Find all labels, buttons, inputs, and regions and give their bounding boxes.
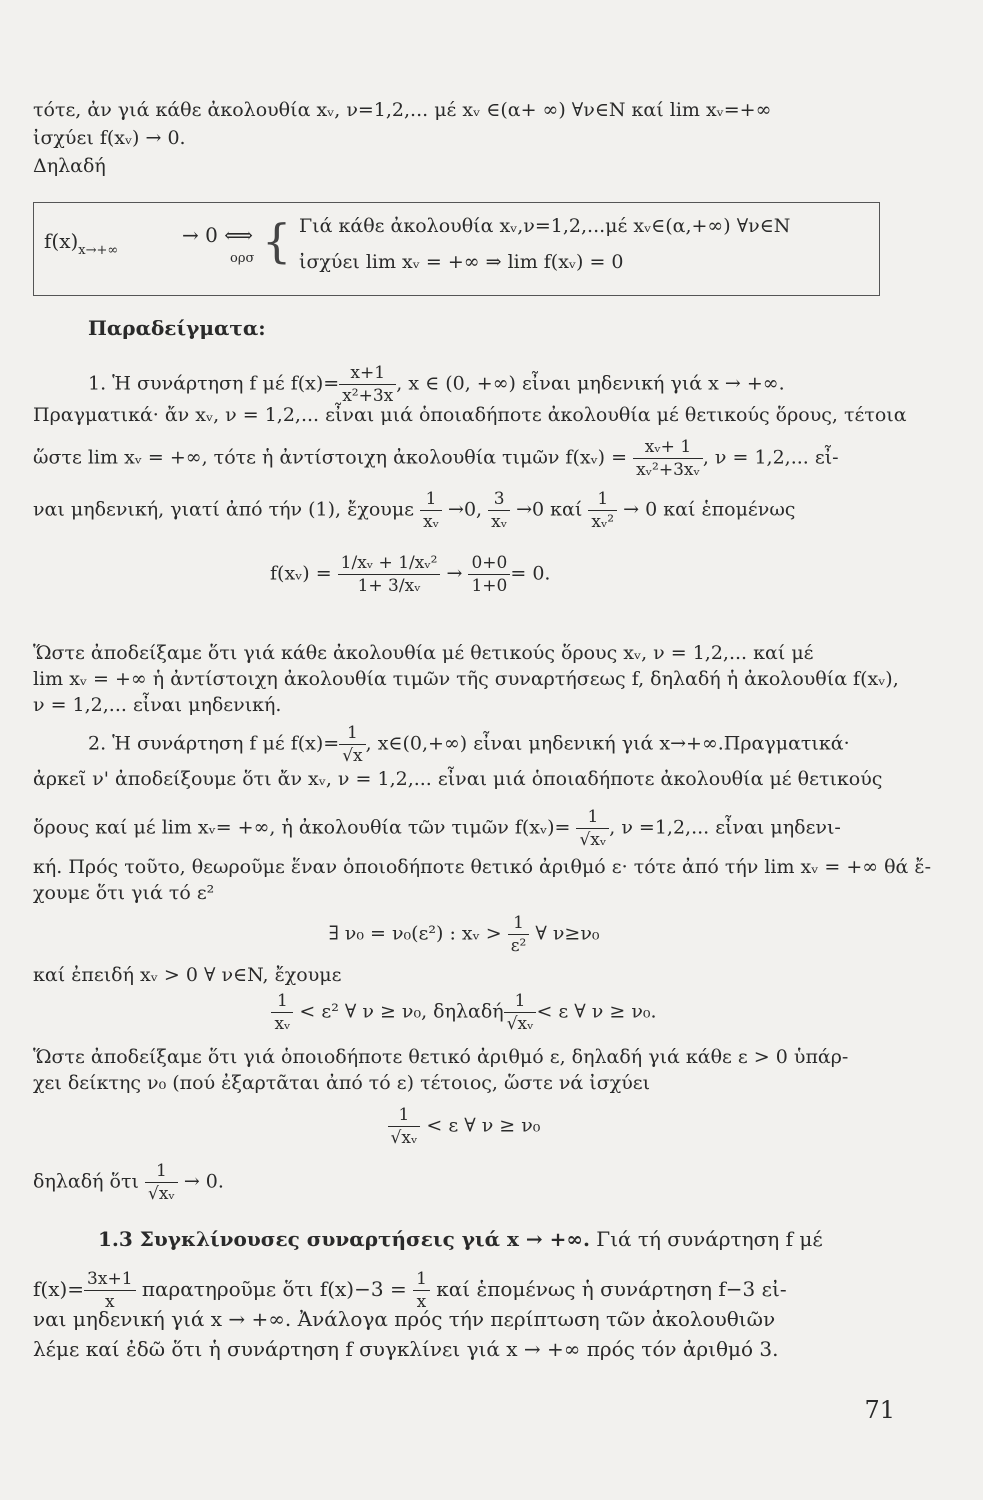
limit-lhs: $f(x)_{x\to+\infty}$ [44, 229, 119, 258]
text-line: χουμε ὅτι γιά τό ε² [33, 882, 215, 904]
equation: $\frac{1}{\text{xᵥ}}$ < ε² ∀ ν ≥ ν₀, δηλαδή $\frac{1}{\text{√xᵥ}}$ < ε ∀ ν ≥ ν₀. [33, 990, 895, 1035]
section-line: 1.3 Συγκλίνουσες συναρτήσεις γιά x → +∞. Γιά τή συνάρτηση f μέ [98, 1227, 823, 1251]
text-line: κή. Πρός τοῦτο, θεωροῦμε ἕναν ὁποιοδήποτε θετικό ἀριθμό ε· τότε ἀπό τήν lim xᵥ = +∞ θά ἔ- [33, 856, 932, 878]
text-line: ν = 1,2,... εἶναι μηδενική. [33, 694, 282, 716]
text-line: καί ἐπειδή xᵥ > 0 ∀ ν∈N, ἔχουμε [33, 964, 342, 986]
definition-mark: ορσ [230, 251, 255, 266]
examples-heading: Παραδείγματα: [88, 316, 266, 340]
equation: $\frac{1}{\text{√xᵥ}}$ < ε ∀ ν ≥ ν₀ [33, 1104, 895, 1149]
text-line: f(x)= $\frac{3x+1}{x}$ παρατηροῦμε ὅτι f(x)−3 = $\frac{1}{x}$ καί ἑπομένως ἡ συνάρτηση f−3 εἰ- [33, 1269, 787, 1312]
section-title: 1.3 Συγκλίνουσες συναρτήσεις γιά x → +∞. [98, 1227, 590, 1251]
brace-glyph: { [262, 214, 292, 268]
equation: ∃ ν₀ = ν₀(ε²) : xᵥ > $\frac{1}{\text{ε²}}$ ∀ ν≥ν₀ [328, 913, 600, 956]
text-line: Πραγματικά· ἄν xᵥ, ν = 1,2,... εἶναι μιά ὁποιαδήποτε ἀκολουθία μέ θετικούς ὅρους, τέτοια [33, 404, 907, 426]
text-line: ναι μηδενική, γιατί ἀπό τήν (1), ἔχουμε $\frac{1}{\text{xᵥ}}$ →0, $\frac{3}{\text{xᵥ}}$ →0 καί $\frac{1}{\text{xᵥ²}}$ → 0 καί ἑπομένως [33, 489, 796, 532]
text-line: Ὥστε ἀποδείξαμε ὅτι γιά ὁποιοδήποτε θετικό ἀριθμό ε, δηλαδή γιά κάθε ε > 0 ὑπάρ- [33, 1046, 849, 1068]
text-line: Δηλαδή [33, 155, 106, 177]
page-number: 71 [864, 1396, 895, 1424]
text-line: ναι μηδενική γιά x → +∞. Ἀνάλογα πρός τήν περίπτωση τῶν ἀκολουθιῶν [33, 1307, 776, 1331]
text-line: δηλαδή ὅτι $\frac{1}{\text{√xᵥ}}$ → 0. [33, 1161, 224, 1204]
text-line: ἀρκεῖ ν' ἀποδείξουμε ὅτι ἄν xᵥ, ν = 1,2,... εἶναι μιά ὁποιαδήποτε ἀκολουθία μέ θετικούς [33, 768, 883, 790]
equation: f(xᵥ) = $\frac{\text{1/xᵥ + 1/xᵥ²}}{\text{1+ 3/xᵥ}}$ → $\frac{0+0}{1+0}$ = 0. [270, 553, 551, 596]
limit-arrow: → 0 ⟺ [182, 223, 253, 247]
text-line: τότε, ἀν γιά κάθε ἀκολουθία xᵥ, ν=1,2,... μέ xᵥ ∈(α+ ∞) ∀ν∈N καί lim xᵥ=+∞ [33, 99, 772, 121]
text-line: λέμε καί ἐδῶ ὅτι ἡ συνάρτηση f συγκλίνει γιά x → +∞ πρός τόν ἀριθμό 3. [33, 1337, 779, 1361]
text-line: χει δείκτης ν₀ (πού ἐξαρτᾶται ἀπό τό ε) τέτοιος, ὥστε νά ἰσχύει [33, 1072, 651, 1094]
example-intro: 1. Ἡ συνάρτηση f μέ f(x)= $\frac{x+1}{\text{x²+3x}}$ , x ∈ (0, +∞) εἶναι μηδενική γιά x → +∞. [88, 363, 785, 406]
text-line: ἰσχύει f(xᵥ) → 0. [33, 127, 186, 149]
text-line: lim xᵥ = +∞ ἡ ἀντίστοιχη ἀκολουθία τιμῶν τῆς συναρτήσεως f, δηλαδή ἡ ἀκολουθία f(xᵥ), [33, 668, 899, 690]
definition-row: ἰσχύει lim xᵥ = +∞ ⇒ lim f(xᵥ) = 0 [299, 251, 624, 273]
definition-row: Γιά κάθε ἀκολουθία xᵥ,ν=1,2,...μέ xᵥ∈(α,+∞) ∀ν∈N [299, 215, 791, 237]
text-line: ὥστε lim xᵥ = +∞, τότε ἡ ἀντίστοιχη ἀκολουθία τιμῶν f(xᵥ) = $\frac{\text{xᵥ+ 1}}{\text{xᵥ²+3xᵥ}}$ , ν = 1,2,... εἶ- [33, 437, 839, 480]
definition-box [33, 202, 880, 296]
text-line: ὅρους καί μέ lim xᵥ= +∞, ἡ ἀκολουθία τῶν τιμῶν f(xᵥ)= $\frac{1}{\text{√xᵥ}}$ , ν =1,2,... εἶναι μηδενι- [33, 807, 841, 850]
example-intro: 2. Ἡ συνάρτηση f μέ f(x)= $\frac{1}{√x}$ , x∈(0,+∞) εἶναι μηδενική γιά x→+∞.Πραγματικά· [88, 723, 850, 766]
text-line: Ὥστε ἀποδείξαμε ὅτι γιά κάθε ἀκολουθία μέ θετικούς ὅρους xᵥ, ν = 1,2,... καί μέ [33, 642, 814, 664]
